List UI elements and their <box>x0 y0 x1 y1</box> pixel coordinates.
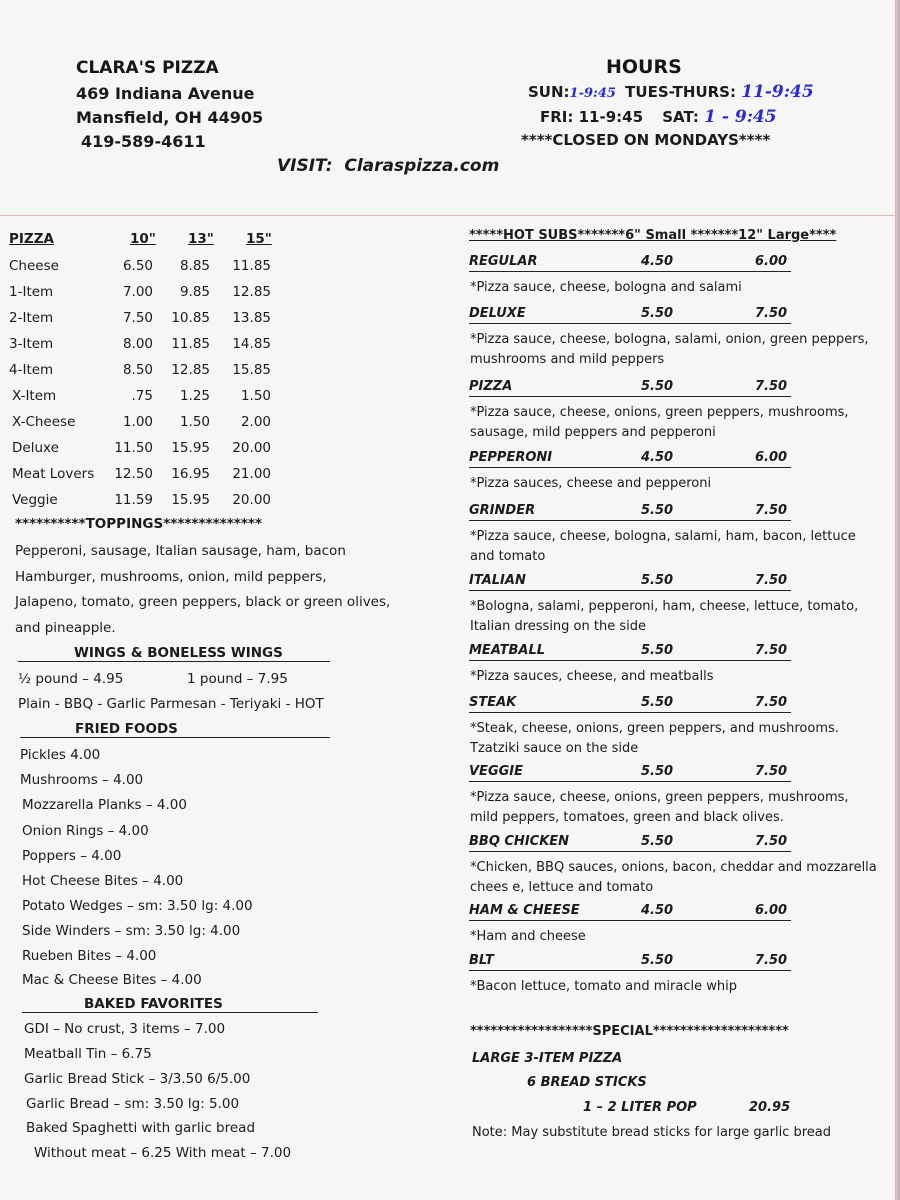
pizza-row-price: 9.85 <box>179 284 210 300</box>
sub-large-price: 7.50 <box>755 834 788 849</box>
special-price: 20.95 <box>749 1100 791 1115</box>
pizza-row-price: 1.50 <box>179 414 210 430</box>
baked-favorite-item: GDI – No crust, 3 items – 7.00 <box>24 1021 226 1037</box>
toppings-line: Pepperoni, sausage, Italian sausage, ham, bacon <box>15 543 346 559</box>
pizza-row-name: Meat Lovers <box>12 466 95 482</box>
sub-large-price: 7.50 <box>755 953 788 968</box>
sub-name: BBQ CHICKEN <box>469 834 791 852</box>
hours-title: HOURS <box>606 56 682 78</box>
toppings-line: Hamburger, mushrooms, onion, mild peppers, <box>15 569 327 585</box>
pizza-row-price: 14.85 <box>232 336 271 352</box>
sub-name: BLT <box>469 953 791 971</box>
sub-description: *Bacon lettuce, tomato and miracle whip <box>470 979 737 994</box>
tues-thurs-hours: 11-9:45 <box>741 82 814 102</box>
hot-subs-header: *****HOT SUBS*******6" Small *******12" Large**** <box>469 228 837 243</box>
sub-small-price: 4.50 <box>641 450 674 465</box>
pizza-row-name: Cheese <box>9 258 59 274</box>
website-link[interactable]: Claraspizza.com <box>344 156 500 176</box>
pizza-row-name: X-Item <box>12 388 57 404</box>
sub-description: *Pizza sauce, cheese, bologna, salami, onion, green peppers, <box>470 332 869 347</box>
sub-name: PEPPERONI <box>469 450 791 468</box>
sub-name: MEATBALL <box>469 643 791 661</box>
wings-one-pound: 1 pound – 7.95 <box>187 671 288 687</box>
pizza-row-name: X-Cheese <box>12 414 76 430</box>
page-edge-line <box>895 0 896 1200</box>
special-header: ******************SPECIAL******************** <box>470 1024 789 1039</box>
sun-hours: 1-9:45 <box>569 86 616 101</box>
sub-large-price: 7.50 <box>755 764 788 779</box>
sub-description: chees e, lettuce and tomato <box>470 880 654 895</box>
fried-food-item: Rueben Bites – 4.00 <box>22 948 157 964</box>
sub-name: REGULAR <box>469 254 791 272</box>
sub-name: VEGGIE <box>469 764 791 782</box>
sub-description: *Pizza sauces, cheese, and meatballs <box>470 669 714 684</box>
sub-small-price: 5.50 <box>641 834 674 849</box>
fried-food-item: Mushrooms – 4.00 <box>20 772 144 788</box>
sun-label: SUN: <box>528 83 570 101</box>
address-line-1: 469 Indiana Avenue <box>76 84 255 103</box>
fried-foods-header: FRIED FOODS <box>20 721 330 738</box>
sub-name: PIZZA <box>469 379 791 397</box>
sub-description: sausage, mild peppers and pepperoni <box>470 425 716 440</box>
fried-food-item: Hot Cheese Bites – 4.00 <box>22 873 184 889</box>
pizza-row-price: 16.95 <box>171 466 210 482</box>
sub-description: *Steak, cheese, onions, green peppers, and mushrooms. <box>470 721 839 736</box>
sub-description: Tzatziki sauce on the side <box>470 741 639 756</box>
pizza-row-price: 13.85 <box>232 310 271 326</box>
sub-small-price: 5.50 <box>641 953 674 968</box>
pizza-row-price: 1.50 <box>240 388 271 404</box>
sub-description: *Pizza sauce, cheese, bologna and salami <box>470 280 742 295</box>
fried-food-item: Potato Wedges – sm: 3.50 lg: 4.00 <box>22 898 253 914</box>
tues-thurs-label: TUES-THURS: <box>625 83 736 101</box>
pizza-row-price: 7.00 <box>122 284 153 300</box>
sub-name: DELUXE <box>469 306 791 324</box>
pizza-row-price: 1.00 <box>122 414 153 430</box>
pizza-row-price: 12.50 <box>114 466 153 482</box>
sub-large-price: 6.00 <box>755 254 788 269</box>
pizza-row-price: 10.85 <box>171 310 210 326</box>
sat-label: SAT: <box>662 108 699 126</box>
sub-small-price: 4.50 <box>641 903 674 918</box>
sub-large-price: 7.50 <box>755 503 788 518</box>
pizza-row-name: 3-Item <box>9 336 54 352</box>
pizza-row-price: 12.85 <box>171 362 210 378</box>
pizza-header: PIZZA <box>9 231 54 247</box>
toppings-header: **********TOPPINGS************** <box>15 516 263 532</box>
sub-small-price: 4.50 <box>641 254 674 269</box>
hours-line-1 <box>528 82 814 102</box>
sub-description: *Pizza sauce, cheese, bologna, salami, ham, bacon, lettuce <box>470 529 856 544</box>
pizza-row-price: 8.00 <box>122 336 153 352</box>
fried-food-item: Onion Rings – 4.00 <box>22 823 149 839</box>
special-note: Note: May substitute bread sticks for large garlic bread <box>472 1125 832 1140</box>
pizza-row-price: 8.85 <box>179 258 210 274</box>
pizza-row-price: .75 <box>131 388 153 404</box>
sub-description: mild peppers, tomatoes, green and black olives. <box>470 810 784 825</box>
wing-flavors: Plain - BBQ - Garlic Parmesan - Teriyaki - HOT <box>18 696 324 712</box>
pizza-row-price: 15.95 <box>171 492 210 508</box>
sub-large-price: 7.50 <box>755 573 788 588</box>
baked-favorite-item: Garlic Bread Stick – 3/3.50 6/5.00 <box>24 1071 251 1087</box>
size-10: 10" <box>130 231 156 247</box>
pizza-row-price: 20.00 <box>232 492 271 508</box>
pizza-row-name: 2-Item <box>9 310 54 326</box>
sub-description: and tomato <box>470 549 546 564</box>
sub-large-price: 6.00 <box>755 903 788 918</box>
size-13: 13" <box>188 231 214 247</box>
fried-food-item: Mozzarella Planks – 4.00 <box>22 797 187 813</box>
sat-hours: 1 - 9:45 <box>704 107 777 127</box>
size-15: 15" <box>246 231 272 247</box>
sub-large-price: 6.00 <box>755 450 788 465</box>
sub-name: ITALIAN <box>469 573 791 591</box>
baked-favorite-item: Baked Spaghetti with garlic bread <box>26 1120 256 1136</box>
address-line-2: Mansfield, OH 44905 <box>76 108 264 127</box>
sub-large-price: 7.50 <box>755 643 788 658</box>
fried-food-item: Side Winders – sm: 3.50 lg: 4.00 <box>22 923 241 939</box>
sub-description: *Ham and cheese <box>470 929 586 944</box>
sub-small-price: 5.50 <box>641 503 674 518</box>
pizza-row-name: Veggie <box>12 492 58 508</box>
sub-description: *Chicken, BBQ sauces, onions, bacon, cheddar and mozzarella <box>470 860 877 875</box>
pizza-row-price: 11.59 <box>114 492 153 508</box>
pizza-row-name: 4-Item <box>9 362 54 378</box>
pizza-row-price: 20.00 <box>232 440 271 456</box>
pizza-row-name: 1-Item <box>9 284 54 300</box>
restaurant-name: CLARA'S PIZZA <box>76 58 219 78</box>
sub-large-price: 7.50 <box>755 695 788 710</box>
sub-small-price: 5.50 <box>641 695 674 710</box>
pizza-row-price: 1.25 <box>179 388 210 404</box>
sub-small-price: 5.50 <box>641 379 674 394</box>
special-line-1: LARGE 3-ITEM PIZZA <box>472 1051 623 1066</box>
baked-favorites-header: BAKED FAVORITES <box>22 996 318 1013</box>
pizza-row-price: 8.50 <box>122 362 153 378</box>
sub-description: mushrooms and mild peppers <box>470 352 665 367</box>
pizza-row-price: 15.85 <box>232 362 271 378</box>
fried-food-item: Pickles 4.00 <box>20 747 101 763</box>
fri-hours: FRI: 11-9:45 <box>540 108 644 126</box>
fried-food-item: Mac & Cheese Bites – 4.00 <box>22 972 202 988</box>
pizza-row-name: Deluxe <box>12 440 59 456</box>
special-line-2: 6 BREAD STICKS <box>527 1075 647 1090</box>
sub-description: *Pizza sauces, cheese and pepperoni <box>470 476 712 491</box>
fried-food-item: Poppers – 4.00 <box>22 848 122 864</box>
pizza-row-price: 11.85 <box>171 336 210 352</box>
toppings-line: and pineapple. <box>15 620 116 636</box>
sub-description: *Pizza sauce, cheese, onions, green peppers, mushrooms, <box>470 790 849 805</box>
sub-name: STEAK <box>469 695 791 713</box>
pizza-row-price: 11.50 <box>114 440 153 456</box>
pizza-row-price: 7.50 <box>122 310 153 326</box>
wings-half-pound: ½ pound – 4.95 <box>18 671 124 687</box>
sub-small-price: 5.50 <box>641 764 674 779</box>
header-divider <box>0 215 896 216</box>
closed-notice: ****CLOSED ON MONDAYS**** <box>521 131 771 149</box>
sub-small-price: 5.50 <box>641 643 674 658</box>
sub-description: *Bologna, salami, pepperoni, ham, cheese, lettuce, tomato, <box>470 599 859 614</box>
sub-large-price: 7.50 <box>755 306 788 321</box>
pizza-row-price: 2.00 <box>240 414 271 430</box>
sub-small-price: 5.50 <box>641 306 674 321</box>
sub-description: *Pizza sauce, cheese, onions, green peppers, mushrooms, <box>470 405 849 420</box>
toppings-line: Jalapeno, tomato, green peppers, black or green olives, <box>15 594 391 610</box>
pizza-row-price: 15.95 <box>171 440 210 456</box>
wings-header: WINGS & BONELESS WINGS <box>18 645 330 662</box>
baked-favorite-item: Without meat – 6.25 With meat – 7.00 <box>34 1145 292 1161</box>
visit-label: VISIT: <box>277 156 333 176</box>
hours-line-2 <box>540 107 777 127</box>
sub-large-price: 7.50 <box>755 379 788 394</box>
special-line-3: 1 – 2 LITER POP <box>583 1100 697 1115</box>
sub-name: HAM & CHEESE <box>469 903 791 921</box>
baked-favorite-item: Meatball Tin – 6.75 <box>24 1046 152 1062</box>
pizza-row-price: 12.85 <box>232 284 271 300</box>
sub-small-price: 5.50 <box>641 573 674 588</box>
sub-description: Italian dressing on the side <box>470 619 646 634</box>
baked-favorite-item: Garlic Bread – sm: 3.50 lg: 5.00 <box>26 1096 240 1112</box>
pizza-row-price: 6.50 <box>122 258 153 274</box>
sub-name: GRINDER <box>469 503 791 521</box>
pizza-row-price: 11.85 <box>232 258 271 274</box>
phone-number: 419-589-4611 <box>81 132 206 151</box>
website-line <box>277 156 499 176</box>
pizza-row-price: 21.00 <box>232 466 271 482</box>
